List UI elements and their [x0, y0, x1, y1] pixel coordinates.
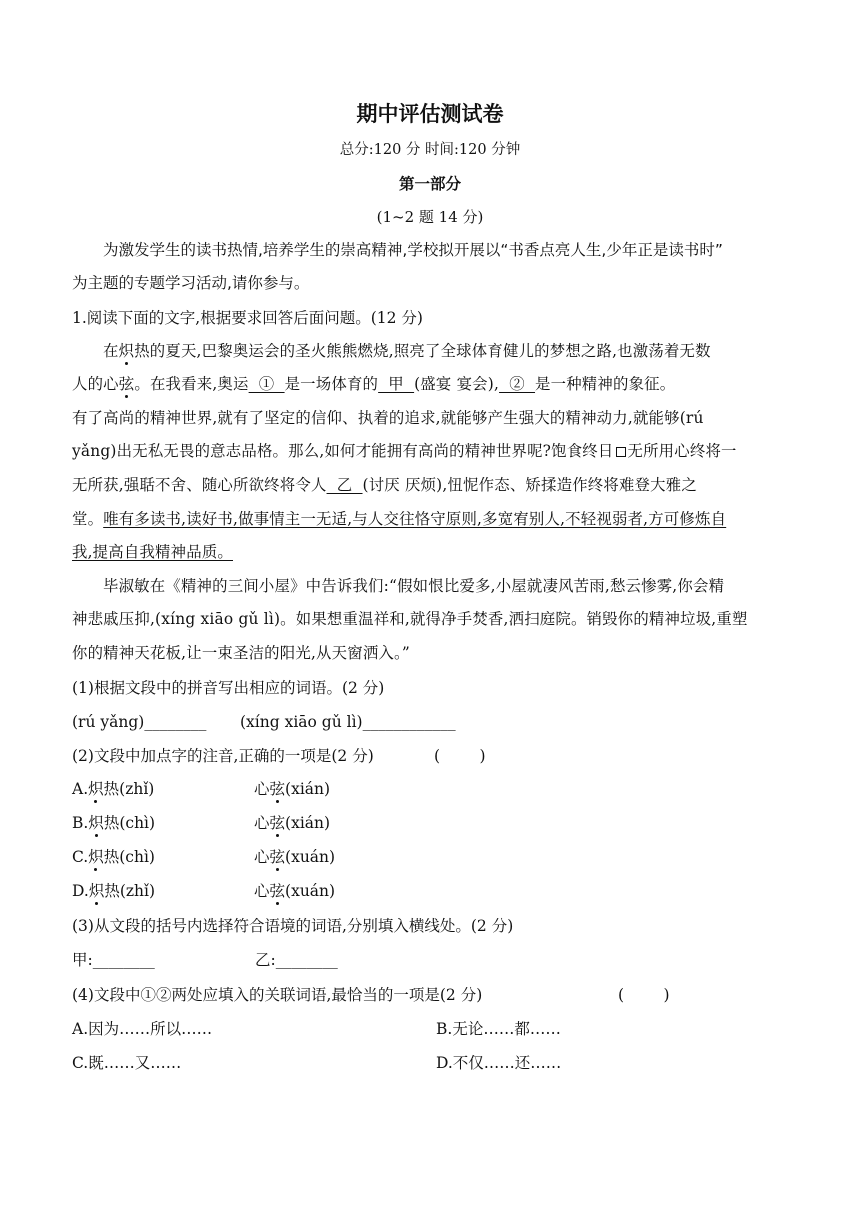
passage-line: 有了高尚的精神世界,就有了坚定的信仰、执着的追求,就能够产生强大的精神动力,就能够(rú [72, 409, 704, 427]
passage-line: yǎng)出无私无畏的意志品格。那么,如何才能拥有高尚的精神世界呢?饱食终日 无所用心终将一 [72, 442, 737, 460]
underlined-sentence: 唯有多读书,读好书,做事情主一无适,与人交往恪守原则,多宽宥别人,不轻视弱者,方可修炼自 [103, 510, 727, 528]
answer-paren: ( ) [434, 747, 486, 765]
dotted-char: 炽 [118, 342, 135, 360]
answer-blank: (rú yǎng)________ [72, 713, 207, 731]
option-b: B.无论……都…… [436, 1020, 561, 1038]
passage-line: 毕淑敏在《精神的三间小屋》中告诉我们:“假如恨比爱多,小屋就凄风苦雨,愁云惨雾,你会精 [103, 577, 725, 595]
blank-jia: 甲 [378, 375, 415, 393]
option-a: A.因为……所以…… [72, 1020, 213, 1038]
passage-line: 在炽热的夏天,巴黎奥运会的圣火熊熊燃烧,照亮了全球体育健儿的梦想之路,也激荡着无数 [103, 342, 711, 360]
blank-2: ② [499, 375, 536, 393]
blank-1: ① [248, 375, 285, 393]
section-heading: 第一部分 [398, 175, 461, 193]
option-c: C.既……又…… [72, 1054, 182, 1072]
sub-question-1: (1)根据文段中的拼音写出相应的词语。(2 分) [72, 679, 385, 697]
square-mark [616, 447, 626, 457]
underlined-sentence: 我,提高自我精神品质。 [72, 543, 233, 561]
answer-paren: ( ) [618, 986, 670, 1004]
exam-meta: 总分:120 分 时间:120 分钟 [339, 142, 521, 158]
question-1-stem: 1.阅读下面的文字,根据要求回答后面问题。(12 分) [72, 309, 423, 327]
section-range: (1~2 题 14 分) [376, 208, 484, 226]
passage-line: 人的心弦。在我看来,奥运 ① 是一场体育的 甲 (盛宴 宴会), ② 是一种精神的象征。 [72, 375, 676, 393]
sub-question-4: (4)文段中①②两处应填入的关联词语,最恰当的一项是(2 分) [72, 986, 483, 1004]
dotted-char: 弦 [118, 375, 135, 393]
passage-line: 无所获,强聒不舍、随心所欲终将令人 乙 (讨厌 厌烦),忸怩作态、矫揉造作终将难登大雅之 [72, 476, 697, 494]
option-c: C.炽热(chì) 心弦(xuán) [72, 848, 336, 866]
exam-title: 期中评估测试卷 [356, 102, 504, 126]
passage-line: 神悲戚压抑,(xíng xiāo gǔ lì)。如果想重温祥和,就得净手焚香,洒扫庭院。销毁你的精神垃圾,重塑 [72, 610, 748, 628]
passage-line: 你的精神天花板,让一束圣洁的阳光,从天窗洒入。” [72, 644, 410, 662]
option-d: D.炽热(zhǐ) 心弦(xuán) [72, 882, 336, 900]
option-b: B.炽热(chì) 心弦(xián) [72, 814, 331, 832]
intro-line-2: 为主题的专题学习活动,请你参与。 [72, 274, 310, 292]
sub-question-2: (2)文段中加点字的注音,正确的一项是(2 分) [72, 747, 374, 765]
intro-line-1: 为激发学生的读书热情,培养学生的崇高精神,学校拟开展以“书香点亮人生,少年正是读书时” [103, 241, 723, 259]
option-a: A.炽热(zhǐ) 心弦(xián) [72, 780, 331, 798]
sub-question-3: (3)从文段的括号内选择符合语境的词语,分别填入横线处。(2 分) [72, 917, 514, 935]
option-d: D.不仅……还…… [436, 1054, 562, 1072]
passage-line: 堂。唯有多读书,读好书,做事情主一无适,与人交往恪守原则,多宽宥别人,不轻视弱者,方可修炼自 [72, 510, 727, 528]
answer-blank: (xíng xiāo gǔ lì)____________ [240, 713, 456, 731]
answer-blank: 甲:________ [72, 951, 155, 969]
passage-line [72, 542, 233, 562]
answer-blank: 乙:________ [255, 951, 338, 969]
blank-yi: 乙 [326, 476, 363, 494]
